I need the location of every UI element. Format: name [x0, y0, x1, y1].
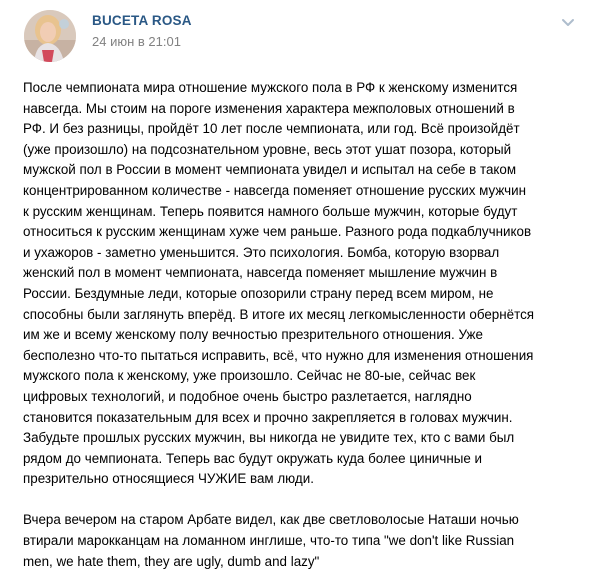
post-text-line: становится показательным для всех и прочно закрепляется в головах мужчин.: [23, 409, 513, 425]
post-text-line: относиться к русским женщинам хуже чем раньше. Разного рода подкаблучников: [23, 224, 532, 240]
post-text-line: Вчера вечером на старом Арбате видел, как две светловолосые Наташи ночью: [23, 512, 519, 528]
post-text-line: рядом до чемпионата. Теперь вас будут окружать куда более циничные и: [23, 450, 483, 466]
post-text-line: (уже произошло) на подсознательном уровне, весь этот ушат позора, который: [23, 141, 512, 157]
post-date[interactable]: 24 июн в 21:01: [92, 34, 181, 49]
avatar-image: [24, 10, 76, 62]
post-text-line: бесполезно что-то пытаться исправить, всё, что нужно для изменения отношения: [23, 347, 534, 363]
post-text-line: концентрированном количестве - навсегда поменяет отношение русских мужчин: [23, 182, 527, 198]
post-text-line: мужского пола к женскому, уже произошло. Сейчас не 80-ые, сейчас век: [23, 368, 476, 384]
post-paragraph: [23, 78, 583, 490]
post-menu-button[interactable]: [558, 12, 578, 32]
post-text-line: цифровых технологий, и подобное очень быстро разлетается, наглядно: [23, 388, 472, 404]
post-text-line: После чемпионата мира отношение мужского пола в РФ к женскому изменится: [23, 80, 518, 95]
post-text-line: женский пол в момент чемпионата, навсегда поменяет мышление мужчин в: [23, 265, 498, 281]
post-text-line: навсегда. Мы стоим на пороге изменения характера межполовых отношений в: [23, 100, 515, 116]
post-text-line: Забудьте прошлых русских мужчин, вы никогда не увидите тех, кто с вами был: [23, 430, 515, 446]
post-text-line: способны были заглянуть вперёд. В итоге их месяц легкомысленности обернётся: [23, 306, 535, 322]
post-text-line: РФ. И без разницы, пройдёт 10 лет после чемпионата, или год. Всё произойдёт: [23, 121, 520, 137]
post-text-line: презрительно относящиеся ЧУЖИЕ вам люди.: [23, 471, 314, 487]
post-text-line: России. Бездумные леди, которые опозорили страну перед всем миром, не: [23, 285, 494, 301]
post-paragraph: [23, 510, 583, 572]
author-name[interactable]: BUCETA ROSA: [92, 13, 192, 28]
post-text-line: к русским женщинам. Теперь появится намного больше мужчин, которые будут: [23, 203, 518, 219]
post-text-line: втирали марокканцам на ломанном инглише, что-то типа "we don't like Russian: [23, 533, 515, 549]
chevron-down-icon: [558, 12, 578, 32]
post-text-line: men, we hate them, they are ugly, dumb and lazy": [23, 553, 320, 569]
post-text-line: и ухажоров - заметно уменьшится. Это психология. Бомба, которую взорвал: [23, 244, 500, 260]
post-text-line: им же и всему женскому полу вечностью презрительного отношения. Уже: [23, 327, 483, 343]
author-avatar[interactable]: [24, 10, 76, 62]
post-text-line: мужской пол в России в момент чемпионата увидел и испытал на себе в таком: [23, 162, 517, 178]
post-text: [23, 78, 583, 572]
